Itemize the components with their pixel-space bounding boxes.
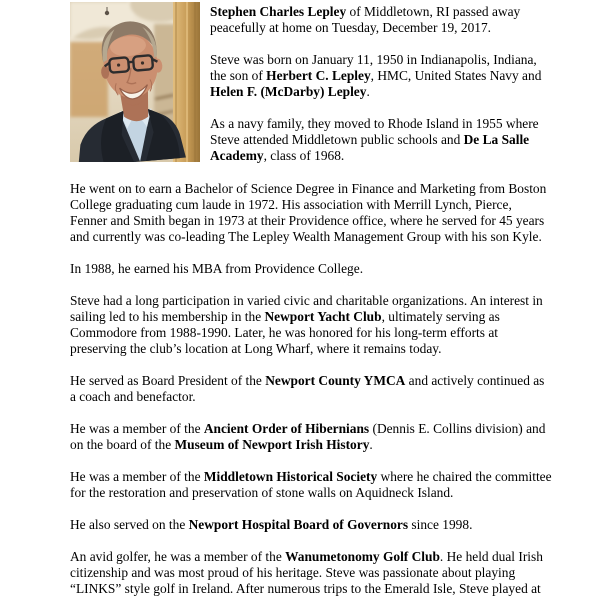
text-line: citizenship and was most proud of his heritage. Steve was passionate about playing bbox=[70, 565, 516, 580]
text-line: In 1988, he earned his MBA from Providence College. bbox=[70, 261, 364, 276]
paragraph bbox=[70, 181, 547, 245]
text-line: on the board of the Museum of Newport Irish History. bbox=[70, 437, 373, 452]
text-line: Fenner and Smith began in 1973 at their Providence office, where he served for 45 years bbox=[70, 213, 545, 228]
text-line: “LINKS” style golf in Ireland. After numerous trips to the Emerald Isle, Steve played at bbox=[70, 581, 541, 596]
paragraph bbox=[210, 4, 544, 36]
text-line: College graduating cum laude in 1972. His association with Merrill Lynch, Pierce, bbox=[70, 197, 512, 212]
text-line: He also served on the Newport Hospital Board of Governors since 1998. bbox=[70, 517, 473, 532]
paragraph bbox=[70, 517, 542, 533]
intro-column bbox=[210, 2, 544, 164]
text-line: Stephen Charles Lepley of Middletown, RI passed away bbox=[210, 4, 521, 19]
paragraph bbox=[70, 469, 552, 501]
text-line: Steve was born on January 11, 1950 in Indianapolis, Indiana, bbox=[210, 52, 537, 67]
text-line: Steve attended Middletown public schools and De La Salle bbox=[210, 132, 530, 147]
text-line: He went on to earn a Bachelor of Science Degree in Finance and Marketing from Boston bbox=[70, 181, 547, 196]
text-line: As a navy family, they moved to Rhode Island in 1955 where bbox=[210, 116, 539, 131]
text-line: Academy, class of 1968. bbox=[210, 148, 345, 163]
paragraph bbox=[70, 421, 546, 453]
text-line: Steve had a long participation in varied civic and charitable organizations. An interest in bbox=[70, 293, 543, 308]
text-line: He was a member of the Middletown Historical Society where he chaired the committee bbox=[70, 469, 552, 484]
text-line: Commodore from 1988-1990. Later, he was honored for his long-term efforts at bbox=[70, 325, 498, 340]
text-line: a coach and benefactor. bbox=[70, 389, 196, 404]
text-line: the son of Herbert C. Lepley, HMC, United States Navy and bbox=[210, 68, 542, 83]
paragraph bbox=[210, 116, 544, 164]
article-body bbox=[70, 181, 552, 597]
paragraph bbox=[70, 293, 542, 357]
text-line: and currently was co-leading The Lepley Wealth Management Group with his son Kyle. bbox=[70, 229, 542, 244]
text-line: for the restoration and preservation of stone walls on Aquidneck Island. bbox=[70, 485, 454, 500]
text-line: Helen F. (McDarby) Lepley. bbox=[210, 84, 370, 99]
portrait-photo-illustration bbox=[70, 2, 200, 162]
paragraph bbox=[70, 549, 542, 597]
text-line: peacefully at home on Tuesday, December 19, 2017. bbox=[210, 20, 492, 35]
text-line: An avid golfer, he was a member of the Wanumetonomy Golf Club. He held dual Irish bbox=[70, 549, 543, 564]
text-line: He served as Board President of the Newport County YMCA and actively continued as bbox=[70, 373, 545, 388]
paragraph bbox=[70, 261, 542, 277]
header-section bbox=[70, 2, 612, 164]
portrait-photo bbox=[70, 2, 200, 162]
text-line: sailing led to his membership in the Newport Yacht Club, ultimately serving as bbox=[70, 309, 500, 324]
paragraph bbox=[210, 52, 544, 100]
paragraph bbox=[70, 373, 545, 405]
text-line: preserving the club’s location at Long Wharf, where it remains today. bbox=[70, 341, 442, 356]
text-line: He was a member of the Ancient Order of Hibernians (Dennis E. Collins division) and bbox=[70, 421, 546, 436]
